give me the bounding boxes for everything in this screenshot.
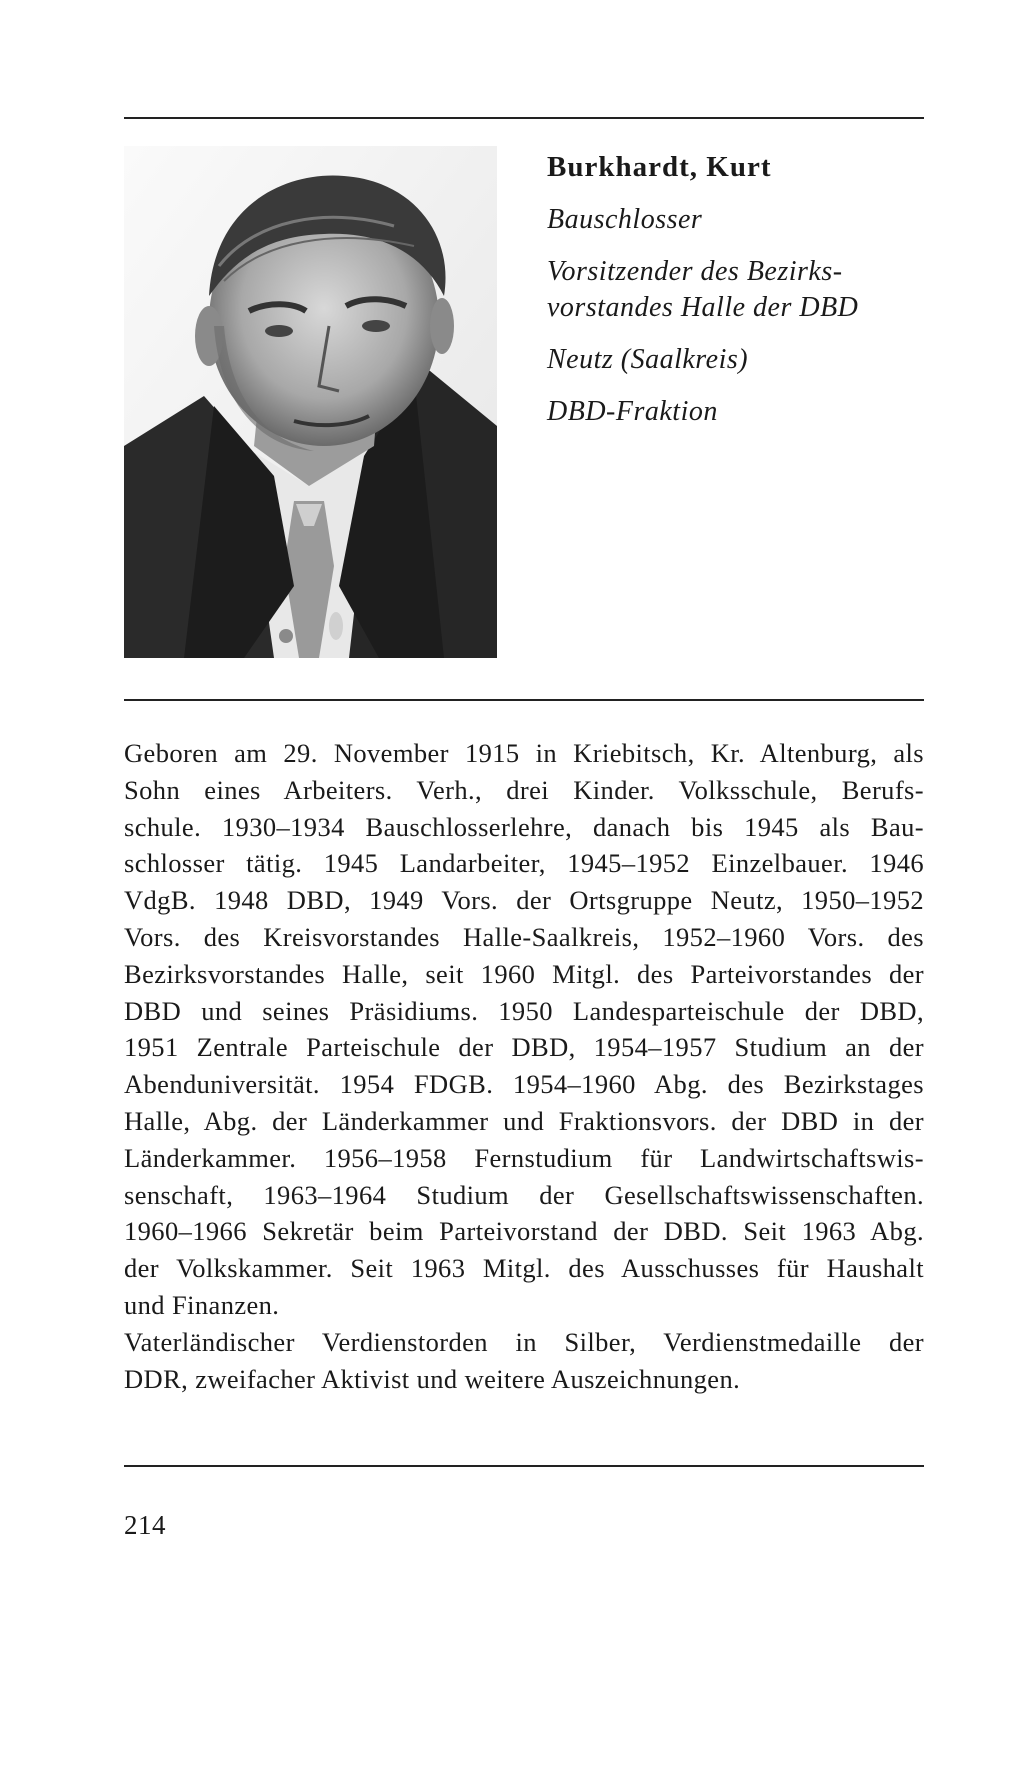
bio-line: der Volkskammer. Seit 1963 Mitgl. des Ausschusses für Haushalt: [124, 1253, 924, 1284]
profession: Bauschlosser: [547, 204, 703, 235]
bio-line: und Finanzen.: [124, 1289, 280, 1320]
bio-line: Vors. des Kreisvorstandes Halle-Saalkreis, 1952–1960 Vors. des: [124, 921, 924, 952]
position-line-1: Vorsitzender des Bezirks-: [547, 256, 843, 287]
entry-meta: [547, 202, 927, 430]
bio-line: Bezirksvorstandes Halle, seit 1960 Mitgl. des Parteivorstandes der: [124, 958, 924, 989]
bio-line: schlosser tätig. 1945 Landarbeiter, 1945–1952 Einzelbauer. 1946: [124, 848, 924, 879]
bio-line: schule. 1930–1934 Bauschlosserlehre, danach bis 1945 als Bau-: [124, 811, 924, 842]
bio-line: VdgB. 1948 DBD, 1949 Vors. der Ortsgruppe Neutz, 1950–1952: [124, 885, 924, 916]
bio-line: 1960–1966 Sekretär beim Parteivorstand der DBD. Seit 1963 Abg.: [124, 1216, 924, 1247]
bio-line: Halle, Abg. der Länderkammer und Fraktionsvors. der DBD in der: [124, 1105, 924, 1136]
top-rule: [124, 117, 924, 119]
bio-line: Abenduniversität. 1954 FDGB. 1954–1960 Abg. des Bezirkstages: [124, 1069, 924, 1100]
page-number: 214: [124, 1510, 166, 1540]
bio-line: Länderkammer. 1956–1958 Fernstudium für Landwirtschaftswis-: [124, 1142, 924, 1173]
bio-line: 1951 Zentrale Parteischule der DBD, 1954–1957 Studium an der: [124, 1032, 924, 1063]
person-name: Burkhardt, Kurt: [547, 151, 772, 183]
bio-line: Geboren am 29. November 1915 in Kriebitsch, Kr. Altenburg, als: [124, 738, 924, 768]
middle-rule: [124, 699, 924, 701]
faction: DBD-Fraktion: [547, 396, 718, 427]
residence: Neutz (Saalkreis): [547, 344, 749, 375]
bio-line: senschaft, 1963–1964 Studium der Gesellschaftswissenschaften.: [124, 1179, 924, 1210]
portrait-photo: [124, 146, 497, 658]
bio-line: DDR, zweifacher Aktivist und weitere Auszeichnungen.: [124, 1363, 741, 1394]
bio-line: Sohn eines Arbeiters. Verh., drei Kinder. Volksschule, Berufs-: [124, 774, 924, 805]
entry-header: [547, 150, 927, 430]
bio-line: DBD und seines Präsidiums. 1950 Landesparteischule der DBD,: [124, 995, 924, 1026]
bio-line: Vaterländischer Verdienstorden in Silber, Verdienstmedaille der: [124, 1326, 924, 1357]
position-line-2: vorstandes Halle der DBD: [547, 292, 859, 323]
biography: [124, 735, 924, 1397]
bottom-rule: [124, 1465, 924, 1467]
